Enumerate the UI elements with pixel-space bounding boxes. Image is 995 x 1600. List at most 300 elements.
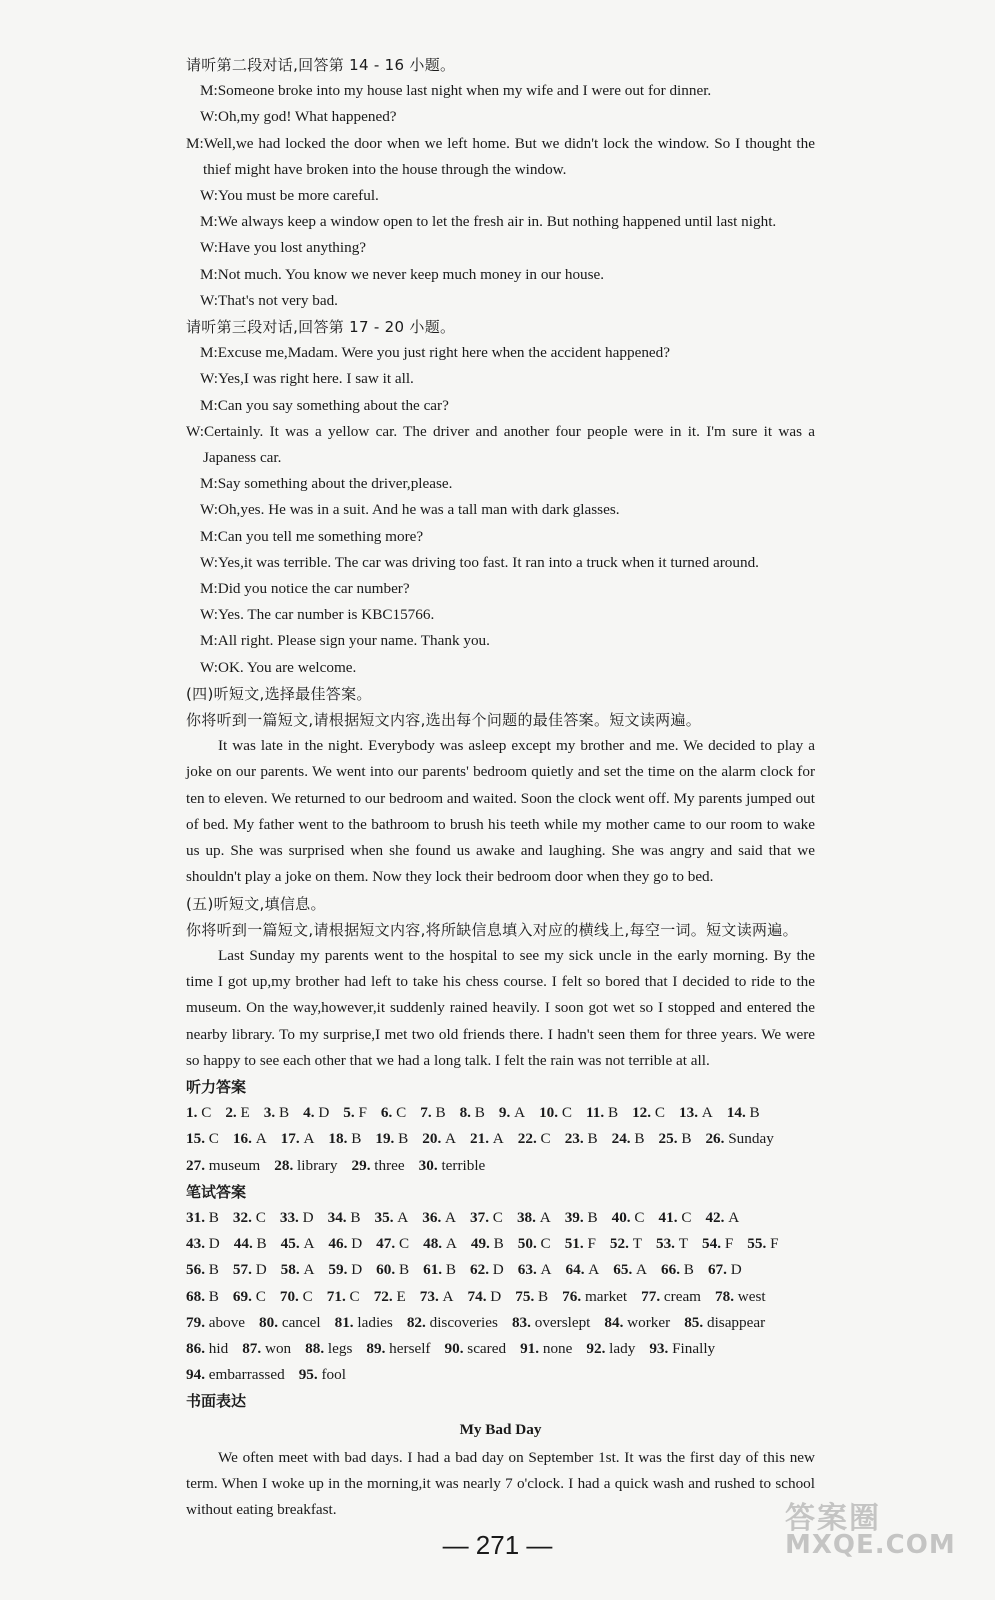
answer-value: A [303, 1130, 315, 1148]
answer-item [539, 1100, 572, 1126]
answer-value: A [255, 1130, 267, 1148]
answer-item [562, 1284, 627, 1310]
answer-item [423, 1257, 456, 1283]
answer-item [468, 1284, 502, 1310]
answer-number: 68. [186, 1287, 209, 1305]
answer-item [335, 1310, 393, 1336]
answer-number: 45. [280, 1235, 304, 1253]
watermark-logo-text: 答案圈 [785, 1501, 881, 1536]
answer-value: museum [208, 1156, 261, 1174]
answer-value: A [588, 1261, 600, 1279]
answer-number: 21. [470, 1130, 493, 1148]
answer-number: 89. [366, 1339, 390, 1357]
answer-number: 49. [470, 1235, 494, 1253]
answer-item [659, 1205, 692, 1231]
answer-number: 91. [520, 1339, 543, 1357]
answer-item [565, 1126, 598, 1152]
dialogue-line: M:Can you say something about the car? [200, 396, 449, 414]
answer-value: F [724, 1235, 734, 1253]
dialogue-line: M:Did you notice the car number? [200, 580, 410, 598]
answer-value: Sunday [728, 1130, 774, 1148]
answer-item [376, 1231, 409, 1257]
answer-number: 76. [562, 1287, 585, 1305]
answer-item [422, 1205, 456, 1231]
answer-value: D [730, 1261, 742, 1279]
answer-item [186, 1153, 260, 1179]
answer-item [471, 1231, 504, 1257]
answer-item [422, 1126, 456, 1152]
section-instruction: 请听第二段对话,回答第 14 - 16 小题。 [186, 56, 456, 74]
answer-number: 41. [658, 1208, 682, 1226]
answer-item [445, 1336, 507, 1362]
answer-number: 39. [564, 1208, 588, 1226]
section-instruction: (四)听短文,选择最佳答案。 [186, 684, 372, 703]
answer-item [715, 1284, 766, 1310]
answer-item [259, 1310, 321, 1336]
answer-value: discoveries [429, 1313, 498, 1331]
watermark-logo [785, 1501, 985, 1586]
answer-item [661, 1257, 694, 1283]
answer-value: overslept [534, 1313, 591, 1331]
writing-heading: 书面表达 [186, 1392, 247, 1411]
answer-value: A [539, 1208, 551, 1226]
answer-number: 71. [326, 1287, 350, 1305]
answer-item [366, 1336, 430, 1362]
answer-number: 61. [423, 1261, 446, 1279]
answer-value: C [208, 1130, 219, 1148]
answer-value: D [318, 1104, 330, 1122]
answer-number: 46. [328, 1235, 352, 1253]
dialogue-line: M:Well,we had locked the door when we left home. But we didn't lock the window. So I thought the thief might have broken into the house through the window. [186, 134, 815, 178]
answer-value: A [445, 1208, 457, 1226]
answer-number: 86. [186, 1339, 209, 1357]
answer-number: 85. [684, 1313, 707, 1331]
answer-value: A [445, 1235, 457, 1253]
essay-paragraph: We often meet with bad days. I had a bad day on September 1st. It was the first day of this new term. When I woke up in the morning,it was nearly 7 o'clock. I had a quick wash and rushed to school without eating breakfast. [186, 1448, 815, 1519]
answer-number: 87. [242, 1339, 265, 1357]
answer-item [186, 1310, 245, 1336]
dialogue-line: W:Yes,it was terrible. The car was driving too fast. It ran into a truck when it turned around. [200, 553, 759, 571]
answer-number: 10. [539, 1104, 562, 1122]
answer-number: 79. [186, 1313, 209, 1331]
answer-number: 32. [232, 1208, 256, 1226]
answer-item [375, 1205, 409, 1231]
answer-item [225, 1100, 249, 1126]
answer-item [186, 1205, 219, 1231]
dialogue-line: W:You must be more careful. [200, 187, 379, 205]
essay-title: My Bad Day [459, 1420, 542, 1438]
answer-number: 1. [186, 1104, 202, 1122]
answer-item [649, 1336, 715, 1362]
answer-number: 18. [328, 1130, 352, 1148]
answer-value: west [737, 1287, 766, 1305]
answer-value: above [208, 1313, 246, 1331]
answer-item [186, 1126, 219, 1152]
answer-value: F [587, 1235, 596, 1253]
answer-value: worker [627, 1313, 671, 1331]
answer-number: 92. [586, 1339, 610, 1357]
answer-number: 55. [747, 1235, 771, 1253]
answer-number: 80. [259, 1313, 282, 1331]
answer-item [632, 1100, 665, 1126]
answer-number: 57. [232, 1261, 256, 1279]
answer-number: 20. [422, 1130, 446, 1148]
answer-value: embarrassed [208, 1366, 285, 1384]
answer-item [708, 1257, 742, 1283]
answer-item [281, 1257, 315, 1283]
answer-value: fool [321, 1366, 346, 1384]
answer-number: 81. [334, 1313, 358, 1331]
answer-value: B [208, 1208, 219, 1226]
answer-value: D [351, 1261, 363, 1279]
answer-item [305, 1336, 352, 1362]
answer-item [419, 1153, 486, 1179]
answer-item [233, 1205, 266, 1231]
answer-value: cancel [281, 1313, 321, 1331]
answer-number: 26. [705, 1130, 729, 1148]
answer-value: A [514, 1104, 526, 1122]
written-answers-heading: 笔试答案 [186, 1182, 247, 1201]
answer-number: 5. [343, 1104, 359, 1122]
answer-value: B [493, 1235, 504, 1253]
answer-item [407, 1310, 498, 1336]
answer-number: 78. [715, 1287, 738, 1305]
dialogue-line: W:Certainly. It was a yellow car. The driver and another four people were in it. I'm sure it was a Japaness car. [186, 422, 815, 467]
answer-item [470, 1126, 504, 1152]
answer-number: 37. [470, 1208, 493, 1226]
answer-value: B [587, 1208, 598, 1226]
answer-item [274, 1153, 337, 1179]
answer-item [264, 1100, 289, 1126]
answer-value: C [255, 1208, 266, 1226]
dialogue-line: M:Say something about the driver,please. [200, 475, 453, 493]
answer-value: legs [327, 1339, 353, 1357]
answer-number: 77. [641, 1287, 664, 1305]
answer-number: 90. [444, 1339, 468, 1357]
answer-number: 33. [279, 1208, 303, 1226]
answer-value: B [350, 1208, 361, 1226]
answer-number: 95. [298, 1366, 322, 1384]
answer-value: library [297, 1156, 338, 1174]
answer-value: herself [389, 1339, 431, 1357]
answer-number: 38. [516, 1208, 540, 1226]
answer-value: B [587, 1130, 598, 1148]
answer-item [517, 1205, 551, 1231]
answer-item [280, 1205, 314, 1231]
answer-value: C [654, 1104, 665, 1122]
answer-number: 3. [263, 1104, 279, 1122]
answer-item [470, 1205, 503, 1231]
answer-number: 58. [280, 1261, 304, 1279]
answer-value: F [770, 1235, 779, 1253]
answer-number: 67. [707, 1261, 731, 1279]
watermark-url: MXQE.COM [785, 1530, 956, 1561]
answer-value: C [398, 1235, 410, 1253]
answer-value: A [397, 1208, 409, 1226]
answer-value: B [683, 1261, 694, 1279]
answer-number: 23. [564, 1130, 588, 1148]
answer-number: 31. [186, 1208, 209, 1226]
answer-number: 15. [186, 1130, 209, 1148]
answer-item [747, 1231, 778, 1257]
answer-value: none [542, 1339, 573, 1357]
answer-item [375, 1126, 408, 1152]
answer-value: C [349, 1287, 360, 1305]
dialogue-line: M:Excuse me,Madam. Were you just right here when the accident happened? [200, 344, 670, 362]
answer-number: 53. [655, 1235, 679, 1253]
answer-row [186, 1284, 815, 1310]
answer-value: B [208, 1261, 219, 1279]
answer-item [420, 1100, 445, 1126]
answer-item [233, 1257, 267, 1283]
answer-value: C [302, 1287, 313, 1305]
answer-number: 65. [613, 1261, 637, 1279]
answer-value: cream [663, 1287, 701, 1305]
answer-value: A [636, 1261, 648, 1279]
answer-value: three [374, 1156, 405, 1174]
answer-number: 27. [186, 1156, 209, 1174]
answer-number: 69. [232, 1287, 256, 1305]
answer-number: 74. [467, 1287, 491, 1305]
answer-item [281, 1126, 315, 1152]
page-number: — 271 — [442, 1530, 553, 1560]
answer-value: C [634, 1208, 645, 1226]
answer-value: C [201, 1104, 212, 1122]
answer-value: A [701, 1104, 713, 1122]
answer-number: 24. [611, 1130, 635, 1148]
answer-value: D [255, 1261, 267, 1279]
answer-value: terrible [441, 1156, 486, 1174]
answer-number: 82. [406, 1313, 430, 1331]
answer-item [520, 1336, 572, 1362]
answer-number: 2. [225, 1104, 241, 1122]
answer-item [328, 1205, 361, 1231]
answer-value: C [255, 1287, 266, 1305]
answer-item [659, 1126, 692, 1152]
answer-value: T [632, 1235, 642, 1253]
answer-item [679, 1100, 713, 1126]
answer-value: C [540, 1130, 551, 1148]
answer-number: 70. [279, 1287, 303, 1305]
answer-value: D [492, 1261, 504, 1279]
answer-value: C [396, 1104, 407, 1122]
answer-number: 6. [380, 1104, 397, 1122]
answer-number: 56. [186, 1261, 209, 1279]
answer-item [186, 1362, 285, 1388]
answer-value: A [442, 1287, 454, 1305]
answer-number: 63. [517, 1261, 541, 1279]
answer-value: D [490, 1287, 502, 1305]
answer-number: 29. [351, 1156, 375, 1174]
dialogue-line: M:We always keep a window open to let the fresh air in. But nothing happened until last night. [200, 213, 777, 231]
content-area [186, 52, 815, 1523]
answer-item [565, 1231, 596, 1257]
answer-item [515, 1284, 548, 1310]
answer-number: 16. [232, 1130, 256, 1148]
answer-value: won [264, 1339, 292, 1357]
answer-value: B [398, 1130, 409, 1148]
answer-number: 12. [632, 1104, 655, 1122]
answer-number: 62. [470, 1261, 493, 1279]
answer-item [518, 1126, 551, 1152]
answer-number: 52. [609, 1235, 633, 1253]
answer-item [233, 1126, 267, 1152]
answer-value: B [256, 1235, 267, 1253]
dialogue-line: W:Yes. The car number is KBC15766. [200, 606, 435, 624]
listening-answers-heading: 听力答案 [186, 1077, 247, 1096]
answer-row [186, 1231, 815, 1257]
dialogue-line: W:OK. You are welcome. [200, 658, 357, 676]
answer-value: F [358, 1104, 367, 1122]
answer-item [470, 1257, 504, 1283]
answer-value: E [396, 1287, 406, 1305]
answer-item [565, 1205, 598, 1231]
answer-item [705, 1205, 739, 1231]
answer-item [328, 1257, 362, 1283]
answer-item [613, 1257, 647, 1283]
answer-value: A [303, 1235, 315, 1253]
answer-item [641, 1284, 701, 1310]
answer-item [233, 1284, 266, 1310]
answer-row [186, 1205, 815, 1231]
answer-number: 54. [702, 1235, 725, 1253]
answer-value: T [678, 1235, 689, 1253]
answer-value: B [445, 1261, 457, 1279]
answer-value: D [302, 1208, 314, 1226]
answer-value: C [540, 1235, 551, 1253]
section-instruction: 你将听到一篇短文,请根据短文内容,将所缺信息填入对应的横线上,每空一词。短文读两遍。 [186, 920, 798, 939]
answer-value: B [749, 1104, 760, 1122]
dialogue-line: M:Not much. You know we never keep much money in our house. [200, 265, 605, 283]
answer-item [381, 1100, 406, 1126]
answer-number: 8. [459, 1104, 475, 1122]
answer-item [327, 1284, 360, 1310]
answer-item [234, 1231, 267, 1257]
answer-number: 51. [564, 1235, 588, 1253]
answer-row [186, 1100, 815, 1126]
answer-item [423, 1231, 457, 1257]
answer-item [281, 1231, 315, 1257]
answer-number: 28. [274, 1156, 298, 1174]
answer-value: Finally [672, 1339, 716, 1357]
answer-value: lady [609, 1339, 636, 1357]
answer-item [328, 1231, 362, 1257]
answer-item [374, 1284, 406, 1310]
answer-item [684, 1310, 765, 1336]
answer-value: B [351, 1130, 362, 1148]
dialogue-line: M:Someone broke into my house last night when my wife and I were out for dinner. [200, 82, 712, 100]
answer-value: C [561, 1104, 572, 1122]
answer-item [420, 1284, 454, 1310]
dialogue-line: W:Oh,yes. He was in a suit. And he was a tall man with dark glasses. [200, 501, 620, 519]
answer-number: 22. [517, 1130, 541, 1148]
answer-item [186, 1231, 220, 1257]
answer-item [328, 1126, 361, 1152]
answer-item [518, 1257, 552, 1283]
answer-value: A [492, 1130, 504, 1148]
answer-number: 44. [233, 1235, 257, 1253]
answer-number: 66. [661, 1261, 684, 1279]
answer-value: B [398, 1261, 410, 1279]
answer-value: scared [467, 1339, 507, 1357]
section-instruction: 你将听到一篇短文,请根据短文内容,选出每个问题的最佳答案。短文读两遍。 [186, 711, 702, 730]
answer-value: B [634, 1130, 645, 1148]
dialogue-line: W:Oh,my god! What happened? [200, 108, 397, 126]
answer-item [242, 1336, 291, 1362]
answer-number: 30. [418, 1156, 442, 1174]
passage-paragraph: It was late in the night. Everybody was asleep except my brother and me. We decided to play a joke on our parents. We went into our parents' bedroom quietly and set the time on the alarm clock for ten to eleven. We returned to our bedroom and waited. Soon the clock went off. My parents jumped out of bed. My father went to the bathroom to brush his teeth while my mother came to our room to wake us up. She was surprised when she found us awake and laughing. She was angry and said that we shouldn't play a joke on them. Now they lock their bedroom door when they go to bed. [186, 737, 815, 886]
answer-number: 42. [705, 1208, 729, 1226]
answer-item [499, 1100, 525, 1126]
answer-item [612, 1205, 645, 1231]
answer-item [656, 1231, 688, 1257]
answer-number: 73. [419, 1287, 443, 1305]
answer-value: B [278, 1104, 290, 1122]
answer-number: 48. [423, 1235, 446, 1253]
answer-item [460, 1100, 485, 1126]
answer-value: A [303, 1261, 315, 1279]
answer-item [586, 1100, 618, 1126]
answer-value: disappear [706, 1313, 766, 1331]
answer-item [186, 1100, 211, 1126]
answer-number: 36. [422, 1208, 446, 1226]
dialogue-line: M:All right. Please sign your name. Thank you. [200, 632, 490, 650]
answer-item [604, 1310, 670, 1336]
answer-number: 35. [374, 1208, 398, 1226]
answer-number: 4. [303, 1104, 319, 1122]
answer-number: 72. [373, 1287, 397, 1305]
answer-item [705, 1126, 773, 1152]
answer-number: 9. [498, 1104, 515, 1122]
answer-number: 94. [186, 1366, 209, 1384]
answer-number: 7. [420, 1104, 436, 1122]
answer-value: B [607, 1104, 619, 1122]
answer-value: A [540, 1261, 552, 1279]
answer-item [352, 1153, 405, 1179]
answer-number: 13. [679, 1104, 702, 1122]
answer-value: A [445, 1130, 457, 1148]
answer-value: A [728, 1208, 740, 1226]
answer-value: B [538, 1287, 549, 1305]
answer-row [186, 1153, 815, 1179]
answer-number: 83. [511, 1313, 535, 1331]
answer-number: 88. [305, 1339, 328, 1357]
answer-row [186, 1310, 815, 1336]
answer-number: 93. [649, 1339, 673, 1357]
answer-item [610, 1231, 642, 1257]
section-instruction: (五)听短文,填信息。 [186, 894, 326, 913]
answer-number: 43. [186, 1235, 209, 1253]
answer-number: 60. [376, 1261, 399, 1279]
dialogue-line: W:Have you lost anything? [200, 239, 367, 257]
answer-number: 25. [658, 1130, 682, 1148]
answer-value: D [208, 1235, 220, 1253]
answer-item [186, 1284, 219, 1310]
answer-item [299, 1362, 346, 1388]
answer-value: B [474, 1104, 485, 1122]
answer-number: 47. [376, 1235, 399, 1253]
answer-item [512, 1310, 590, 1336]
answer-item [303, 1100, 329, 1126]
answer-number: 14. [726, 1104, 750, 1122]
dialogue-line: W:Yes,I was right here. I saw it all. [200, 370, 414, 388]
dialogue-line: W:That's not very bad. [200, 291, 338, 309]
answer-item [376, 1257, 409, 1283]
answer-number: 11. [585, 1104, 608, 1122]
answer-number: 64. [565, 1261, 589, 1279]
answer-item [343, 1100, 367, 1126]
answer-number: 17. [280, 1130, 304, 1148]
